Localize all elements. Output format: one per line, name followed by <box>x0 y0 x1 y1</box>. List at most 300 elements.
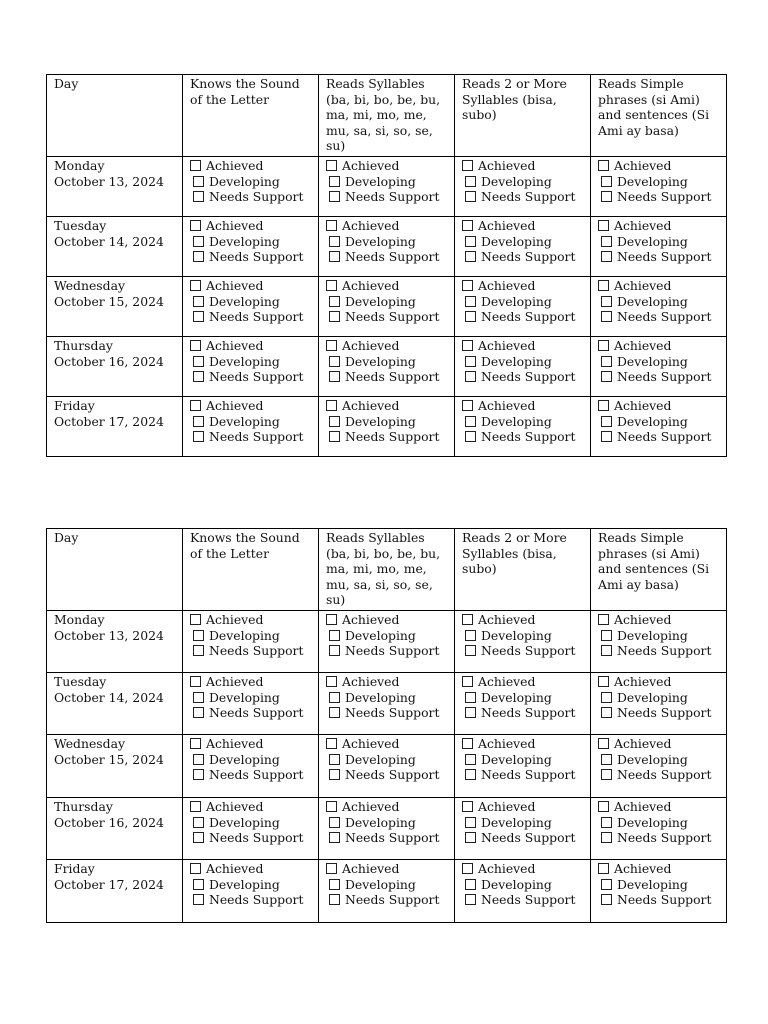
option-needs-support[interactable] <box>598 369 723 385</box>
option-developing[interactable] <box>462 628 587 644</box>
checkbox-icon[interactable] <box>329 191 340 202</box>
option-needs-support[interactable] <box>462 705 587 721</box>
day-name: Friday <box>54 397 95 413</box>
checkbox-icon[interactable] <box>329 630 340 641</box>
checkbox-icon[interactable] <box>190 801 201 812</box>
rating-cell <box>183 797 319 859</box>
checkbox-icon[interactable] <box>193 817 204 828</box>
day-name: Monday <box>54 611 105 627</box>
option-achieved[interactable] <box>190 338 315 354</box>
option-achieved[interactable] <box>598 674 723 690</box>
option-achieved[interactable] <box>326 674 451 690</box>
checkbox-icon[interactable] <box>193 645 204 656</box>
option-developing[interactable] <box>598 414 723 430</box>
checkbox-icon[interactable] <box>465 894 476 905</box>
option-needs-support[interactable] <box>326 830 451 846</box>
option-developing[interactable] <box>326 752 451 768</box>
option-label: Developing <box>345 751 416 767</box>
checkbox-icon[interactable] <box>193 416 204 427</box>
option-label: Developing <box>481 413 552 429</box>
checkbox-icon[interactable] <box>193 692 204 703</box>
option-developing[interactable] <box>598 174 723 190</box>
option-needs-support[interactable] <box>598 892 723 908</box>
option-needs-support[interactable] <box>326 767 451 783</box>
option-needs-support[interactable] <box>190 705 315 721</box>
checkbox-icon[interactable] <box>465 707 476 718</box>
checkbox-icon[interactable] <box>601 645 612 656</box>
option-needs-support[interactable] <box>326 705 451 721</box>
option-developing[interactable] <box>598 877 723 893</box>
option-needs-support[interactable] <box>190 249 315 265</box>
checkbox-icon[interactable] <box>598 280 609 291</box>
option-label: Achieved <box>342 860 400 876</box>
table-body <box>47 529 727 923</box>
option-label: Achieved <box>342 157 400 173</box>
checkbox-icon[interactable] <box>326 738 337 749</box>
option-developing[interactable] <box>598 294 723 310</box>
column-header-skill: Reads 2 or More Syllables (bisa, subo) <box>455 75 591 157</box>
checkbox-icon[interactable] <box>601 191 612 202</box>
checkbox-icon[interactable] <box>601 894 612 905</box>
option-needs-support[interactable] <box>326 429 451 445</box>
option-developing[interactable] <box>190 414 315 430</box>
option-developing[interactable] <box>190 815 315 831</box>
option-developing[interactable] <box>190 294 315 310</box>
option-needs-support[interactable] <box>190 830 315 846</box>
checkbox-icon[interactable] <box>190 400 201 411</box>
option-needs-support[interactable] <box>462 830 587 846</box>
rating-cell <box>183 672 319 734</box>
checkbox-icon[interactable] <box>598 160 609 171</box>
option-label: Achieved <box>342 217 400 233</box>
option-achieved[interactable] <box>190 218 315 234</box>
checkbox-icon[interactable] <box>193 894 204 905</box>
option-needs-support[interactable] <box>462 892 587 908</box>
checkbox-icon[interactable] <box>601 296 612 307</box>
checkbox-icon[interactable] <box>601 371 612 382</box>
checkbox-icon[interactable] <box>329 645 340 656</box>
checkbox-icon[interactable] <box>601 236 612 247</box>
rating-cell <box>319 276 455 336</box>
checkbox-icon[interactable] <box>326 676 337 687</box>
option-label: Needs Support <box>481 369 576 385</box>
option-achieved[interactable] <box>190 158 315 174</box>
option-label: Needs Support <box>617 189 712 205</box>
option-needs-support[interactable] <box>462 429 587 445</box>
option-needs-support[interactable] <box>462 767 587 783</box>
checkbox-icon[interactable] <box>462 614 473 625</box>
option-achieved[interactable] <box>598 278 723 294</box>
option-needs-support[interactable] <box>598 705 723 721</box>
checkbox-icon[interactable] <box>601 707 612 718</box>
option-developing[interactable] <box>326 628 451 644</box>
rating-cell <box>591 336 727 396</box>
option-label: Needs Support <box>345 429 440 445</box>
option-label: Developing <box>209 689 280 705</box>
option-achieved[interactable] <box>598 338 723 354</box>
checkbox-icon[interactable] <box>329 769 340 780</box>
option-needs-support[interactable] <box>326 309 451 325</box>
checkbox-icon[interactable] <box>190 280 201 291</box>
rating-cell <box>319 396 455 456</box>
checkbox-icon[interactable] <box>465 296 476 307</box>
option-needs-support[interactable] <box>462 369 587 385</box>
option-developing[interactable] <box>326 174 451 190</box>
checkbox-icon[interactable] <box>329 894 340 905</box>
option-achieved[interactable] <box>326 736 451 752</box>
checkbox-icon[interactable] <box>462 160 473 171</box>
option-achieved[interactable] <box>190 674 315 690</box>
checkbox-icon[interactable] <box>326 220 337 231</box>
option-developing[interactable] <box>598 690 723 706</box>
checkbox-icon[interactable] <box>465 754 476 765</box>
table-row <box>47 610 727 672</box>
checkbox-icon[interactable] <box>462 340 473 351</box>
option-achieved[interactable] <box>462 612 587 628</box>
checkbox-icon[interactable] <box>598 220 609 231</box>
checkbox-icon[interactable] <box>329 879 340 890</box>
option-developing[interactable] <box>462 354 587 370</box>
option-achieved[interactable] <box>190 398 315 414</box>
checkbox-icon[interactable] <box>462 280 473 291</box>
option-needs-support[interactable] <box>462 309 587 325</box>
checkbox-icon[interactable] <box>326 160 337 171</box>
option-label: Developing <box>617 751 688 767</box>
checkbox-icon[interactable] <box>326 614 337 625</box>
checkbox-icon[interactable] <box>329 371 340 382</box>
option-achieved[interactable] <box>462 338 587 354</box>
checkbox-icon[interactable] <box>329 176 340 187</box>
option-label: Needs Support <box>209 767 304 783</box>
checkbox-icon[interactable] <box>190 220 201 231</box>
checkbox-icon[interactable] <box>329 692 340 703</box>
option-label: Developing <box>209 751 280 767</box>
option-developing[interactable] <box>462 815 587 831</box>
option-needs-support[interactable] <box>598 830 723 846</box>
day-cell <box>47 276 183 336</box>
option-label: Developing <box>481 173 552 189</box>
option-needs-support[interactable] <box>598 643 723 659</box>
checkbox-icon[interactable] <box>329 832 340 843</box>
option-developing[interactable] <box>598 234 723 250</box>
checkbox-icon[interactable] <box>465 251 476 262</box>
option-achieved[interactable] <box>190 612 315 628</box>
checkbox-icon[interactable] <box>462 738 473 749</box>
checkbox-icon[interactable] <box>193 176 204 187</box>
checkbox-icon[interactable] <box>462 220 473 231</box>
checkbox-icon[interactable] <box>601 879 612 890</box>
option-developing[interactable] <box>326 877 451 893</box>
checkbox-icon[interactable] <box>465 311 476 322</box>
checkbox-icon[interactable] <box>601 769 612 780</box>
option-label: Developing <box>345 814 416 830</box>
rating-cell <box>319 859 455 922</box>
option-needs-support[interactable] <box>190 309 315 325</box>
option-achieved[interactable] <box>326 338 451 354</box>
checkbox-icon[interactable] <box>193 296 204 307</box>
option-achieved[interactable] <box>598 861 723 877</box>
checkbox-icon[interactable] <box>193 832 204 843</box>
day-cell <box>47 396 183 456</box>
option-label: Developing <box>617 293 688 309</box>
checkbox-icon[interactable] <box>326 801 337 812</box>
checkbox-icon[interactable] <box>601 630 612 641</box>
option-needs-support[interactable] <box>462 643 587 659</box>
option-label: Developing <box>345 173 416 189</box>
option-needs-support[interactable] <box>190 189 315 205</box>
option-developing[interactable] <box>462 234 587 250</box>
option-achieved[interactable] <box>326 398 451 414</box>
day-cell <box>47 797 183 859</box>
option-achieved[interactable] <box>598 218 723 234</box>
checkbox-icon[interactable] <box>329 356 340 367</box>
option-achieved[interactable] <box>462 398 587 414</box>
checkbox-icon[interactable] <box>329 311 340 322</box>
checkbox-icon[interactable] <box>601 431 612 442</box>
option-label: Achieved <box>614 157 672 173</box>
checkbox-icon[interactable] <box>598 340 609 351</box>
option-needs-support[interactable] <box>598 309 723 325</box>
checkbox-icon[interactable] <box>601 832 612 843</box>
checkbox-icon[interactable] <box>193 769 204 780</box>
checkbox-icon[interactable] <box>598 676 609 687</box>
option-developing[interactable] <box>326 414 451 430</box>
checkbox-icon[interactable] <box>190 738 201 749</box>
option-developing[interactable] <box>190 354 315 370</box>
option-needs-support[interactable] <box>190 643 315 659</box>
checkbox-icon[interactable] <box>190 614 201 625</box>
option-label: Needs Support <box>345 189 440 205</box>
checkbox-icon[interactable] <box>465 356 476 367</box>
option-developing[interactable] <box>598 354 723 370</box>
option-label: Developing <box>345 413 416 429</box>
checkbox-icon[interactable] <box>326 280 337 291</box>
option-label: Developing <box>617 814 688 830</box>
day-cell <box>47 734 183 797</box>
option-needs-support[interactable] <box>598 249 723 265</box>
checkbox-icon[interactable] <box>190 863 201 874</box>
checkbox-icon[interactable] <box>465 832 476 843</box>
day-name: Wednesday <box>54 735 125 751</box>
rating-cell <box>455 734 591 797</box>
checkbox-icon[interactable] <box>465 692 476 703</box>
option-achieved[interactable] <box>598 398 723 414</box>
option-achieved[interactable] <box>326 158 451 174</box>
option-developing[interactable] <box>598 815 723 831</box>
option-label: Developing <box>617 876 688 892</box>
checkbox-icon[interactable] <box>190 160 201 171</box>
checkbox-icon[interactable] <box>329 236 340 247</box>
option-developing[interactable] <box>462 414 587 430</box>
checkbox-icon[interactable] <box>601 176 612 187</box>
option-developing[interactable] <box>190 174 315 190</box>
option-achieved[interactable] <box>326 218 451 234</box>
checkbox-icon[interactable] <box>601 692 612 703</box>
checkbox-icon[interactable] <box>598 801 609 812</box>
option-achieved[interactable] <box>190 736 315 752</box>
option-needs-support[interactable] <box>598 189 723 205</box>
checkbox-icon[interactable] <box>465 645 476 656</box>
checkbox-icon[interactable] <box>193 754 204 765</box>
checkbox-icon[interactable] <box>190 676 201 687</box>
option-achieved[interactable] <box>462 158 587 174</box>
option-achieved[interactable] <box>598 612 723 628</box>
checkbox-icon[interactable] <box>465 431 476 442</box>
option-developing[interactable] <box>190 628 315 644</box>
option-label: Developing <box>345 353 416 369</box>
option-developing[interactable] <box>462 877 587 893</box>
option-achieved[interactable] <box>462 736 587 752</box>
option-needs-support[interactable] <box>190 369 315 385</box>
checkbox-icon[interactable] <box>326 400 337 411</box>
option-achieved[interactable] <box>462 278 587 294</box>
option-achieved[interactable] <box>326 612 451 628</box>
checkbox-icon[interactable] <box>601 754 612 765</box>
option-label: Needs Support <box>209 369 304 385</box>
option-developing[interactable] <box>598 628 723 644</box>
checkbox-icon[interactable] <box>329 416 340 427</box>
option-needs-support[interactable] <box>462 249 587 265</box>
option-developing[interactable] <box>462 294 587 310</box>
option-achieved[interactable] <box>190 861 315 877</box>
checkbox-icon[interactable] <box>465 176 476 187</box>
checkbox-icon[interactable] <box>326 340 337 351</box>
option-developing[interactable] <box>462 752 587 768</box>
checkbox-icon[interactable] <box>462 801 473 812</box>
option-needs-support[interactable] <box>326 369 451 385</box>
checkbox-icon[interactable] <box>326 863 337 874</box>
day-date: October 14, 2024 <box>54 233 164 249</box>
checkbox-icon[interactable] <box>329 754 340 765</box>
option-label: Achieved <box>478 277 536 293</box>
option-achieved[interactable] <box>190 799 315 815</box>
checkbox-icon[interactable] <box>193 191 204 202</box>
rating-cell <box>183 859 319 922</box>
checkbox-icon[interactable] <box>462 676 473 687</box>
checkbox-icon[interactable] <box>193 371 204 382</box>
checkbox-icon[interactable] <box>598 738 609 749</box>
checkbox-icon[interactable] <box>329 251 340 262</box>
option-label: Achieved <box>342 277 400 293</box>
checkbox-icon[interactable] <box>601 251 612 262</box>
checkbox-icon[interactable] <box>329 296 340 307</box>
checkbox-icon[interactable] <box>601 356 612 367</box>
checkbox-icon[interactable] <box>601 311 612 322</box>
checkbox-icon[interactable] <box>601 416 612 427</box>
rating-cell <box>455 276 591 336</box>
option-achieved[interactable] <box>462 674 587 690</box>
option-achieved[interactable] <box>326 799 451 815</box>
day-date: October 13, 2024 <box>54 627 164 643</box>
option-label: Achieved <box>478 798 536 814</box>
checkbox-icon[interactable] <box>598 614 609 625</box>
option-label: Needs Support <box>481 429 576 445</box>
option-developing[interactable] <box>462 690 587 706</box>
option-developing[interactable] <box>190 234 315 250</box>
option-needs-support[interactable] <box>326 189 451 205</box>
checkbox-icon[interactable] <box>193 879 204 890</box>
checkbox-icon[interactable] <box>329 707 340 718</box>
checkbox-icon[interactable] <box>193 236 204 247</box>
option-achieved[interactable] <box>598 158 723 174</box>
checkbox-icon[interactable] <box>193 431 204 442</box>
option-label: Achieved <box>478 157 536 173</box>
option-developing[interactable] <box>190 690 315 706</box>
checkbox-icon[interactable] <box>465 236 476 247</box>
option-needs-support[interactable] <box>190 892 315 908</box>
option-needs-support[interactable] <box>326 892 451 908</box>
option-developing[interactable] <box>326 815 451 831</box>
option-label: Needs Support <box>617 892 712 908</box>
checkbox-icon[interactable] <box>329 817 340 828</box>
option-developing[interactable] <box>326 690 451 706</box>
checkbox-icon[interactable] <box>601 817 612 828</box>
option-developing[interactable] <box>462 174 587 190</box>
checkbox-icon[interactable] <box>193 630 204 641</box>
day-date: October 17, 2024 <box>54 413 164 429</box>
checkbox-icon[interactable] <box>193 356 204 367</box>
checkbox-icon[interactable] <box>193 707 204 718</box>
option-label: Needs Support <box>481 830 576 846</box>
checkbox-icon[interactable] <box>598 863 609 874</box>
option-label: Achieved <box>478 337 536 353</box>
option-label: Developing <box>345 627 416 643</box>
option-label: Achieved <box>614 611 672 627</box>
option-achieved[interactable] <box>326 278 451 294</box>
checkbox-icon[interactable] <box>193 311 204 322</box>
option-developing[interactable] <box>190 752 315 768</box>
checkbox-icon[interactable] <box>598 400 609 411</box>
option-needs-support[interactable] <box>190 767 315 783</box>
option-developing[interactable] <box>326 294 451 310</box>
option-label: Developing <box>617 233 688 249</box>
option-achieved[interactable] <box>190 278 315 294</box>
option-needs-support[interactable] <box>462 189 587 205</box>
checkbox-icon[interactable] <box>193 251 204 262</box>
option-label: Achieved <box>206 673 264 689</box>
option-achieved[interactable] <box>462 799 587 815</box>
option-needs-support[interactable] <box>326 249 451 265</box>
option-developing[interactable] <box>598 752 723 768</box>
day-date: October 16, 2024 <box>54 814 164 830</box>
option-label: Needs Support <box>209 830 304 846</box>
option-achieved[interactable] <box>462 218 587 234</box>
option-developing[interactable] <box>190 877 315 893</box>
checkbox-icon[interactable] <box>465 817 476 828</box>
checkbox-icon[interactable] <box>462 400 473 411</box>
option-achieved[interactable] <box>598 736 723 752</box>
checkbox-icon[interactable] <box>329 431 340 442</box>
checkbox-icon[interactable] <box>465 769 476 780</box>
option-achieved[interactable] <box>598 799 723 815</box>
option-developing[interactable] <box>326 234 451 250</box>
checkbox-icon[interactable] <box>465 416 476 427</box>
checkbox-icon[interactable] <box>465 630 476 641</box>
option-label: Developing <box>345 876 416 892</box>
option-developing[interactable] <box>326 354 451 370</box>
option-needs-support[interactable] <box>190 429 315 445</box>
checkbox-icon[interactable] <box>465 371 476 382</box>
checkbox-icon[interactable] <box>465 191 476 202</box>
option-needs-support[interactable] <box>598 429 723 445</box>
option-achieved[interactable] <box>326 861 451 877</box>
checkbox-icon[interactable] <box>190 340 201 351</box>
option-achieved[interactable] <box>462 861 587 877</box>
option-needs-support[interactable] <box>598 767 723 783</box>
checkbox-icon[interactable] <box>465 879 476 890</box>
option-needs-support[interactable] <box>326 643 451 659</box>
checkbox-icon[interactable] <box>462 863 473 874</box>
